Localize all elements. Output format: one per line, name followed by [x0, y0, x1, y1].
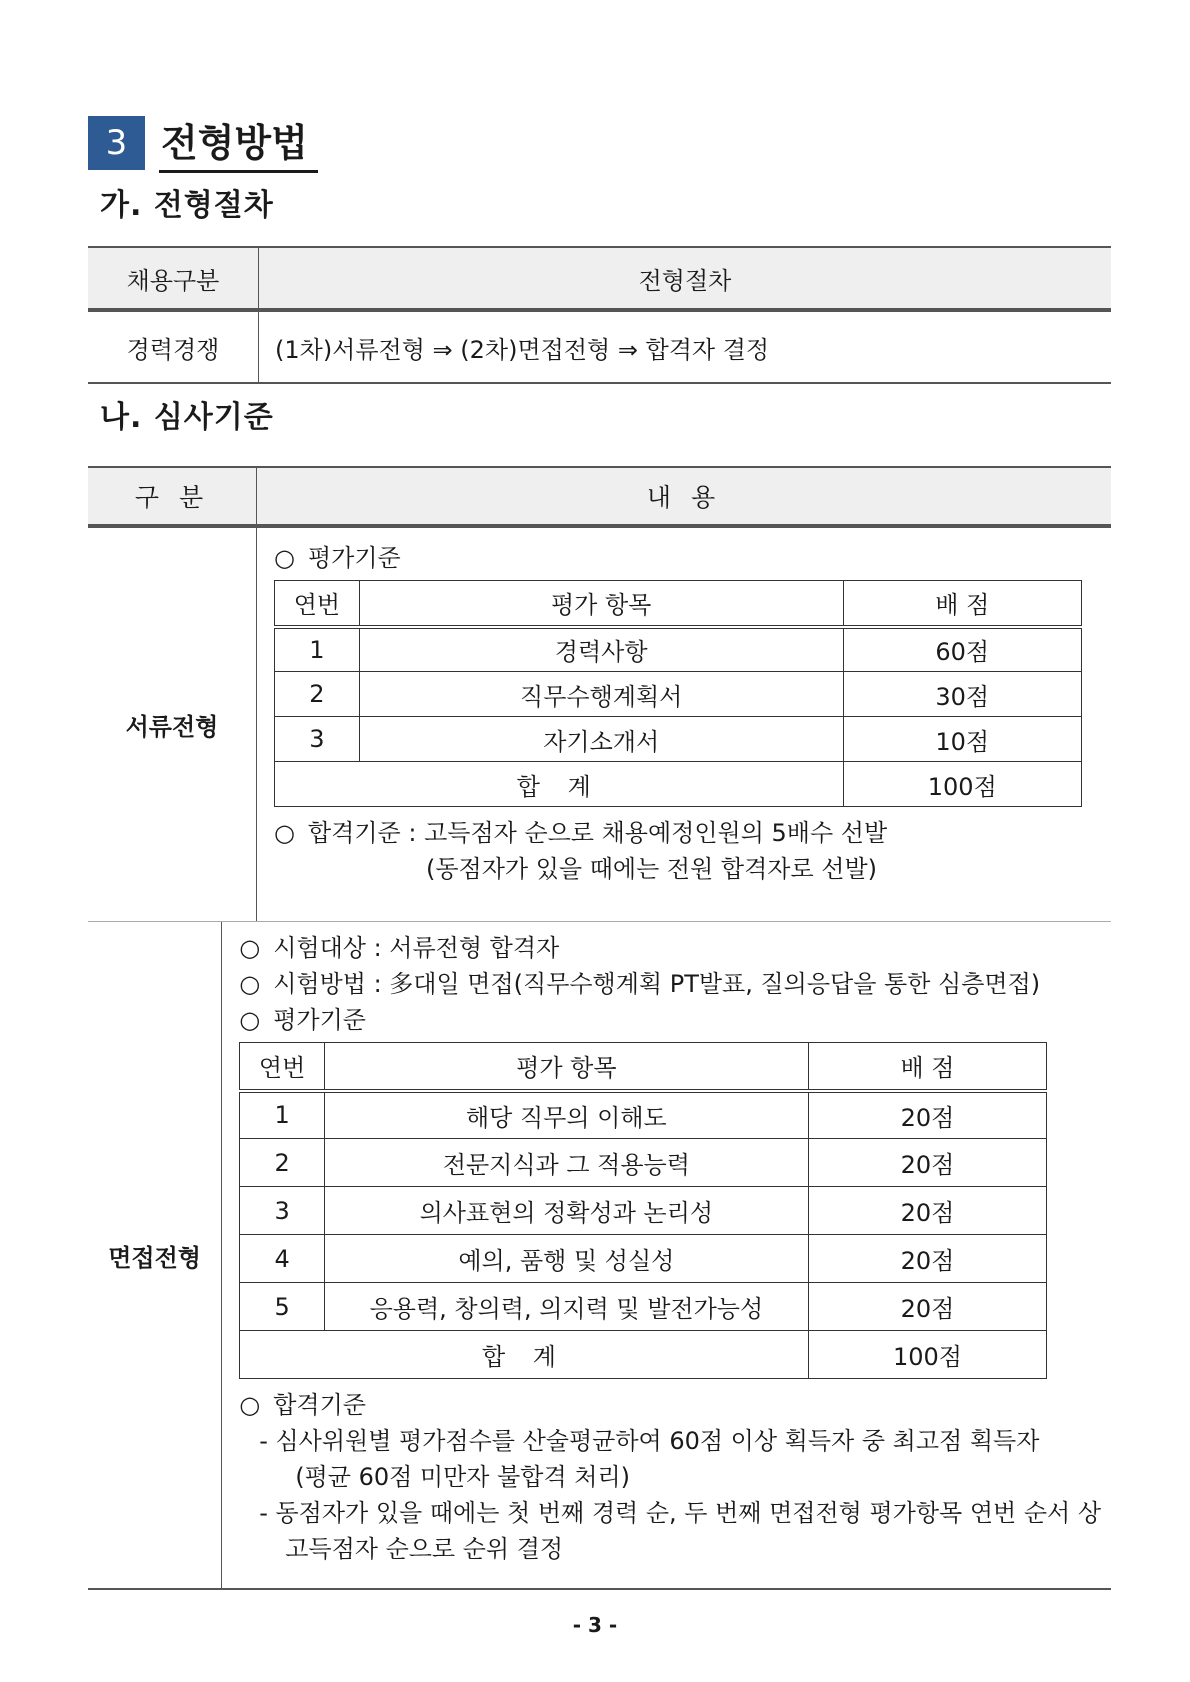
row-item: 전문지식과 그 적용능력: [325, 1139, 809, 1187]
bullet-text: 평가기준: [308, 544, 401, 572]
header-division: 구 분: [88, 468, 257, 524]
row-score: 10점: [843, 717, 1081, 762]
section-header: [88, 116, 318, 170]
row-item: 의사표현의 정확성과 논리성: [325, 1187, 809, 1235]
total-label: 합 계: [240, 1331, 809, 1379]
bullet-item: [257, 815, 1101, 851]
table-row: [240, 1139, 1047, 1187]
row-score: 20점: [808, 1091, 1046, 1139]
criteria-table-header: [88, 466, 1111, 528]
document-criteria-table: [274, 580, 1082, 807]
header-content: 내 용: [646, 483, 722, 512]
row-no: 1: [275, 627, 360, 672]
col-no: 연번: [275, 581, 360, 627]
row-score: 30점: [843, 672, 1081, 717]
row-no: 5: [240, 1283, 325, 1331]
steps-cell: (1차)서류전형 ⇒ (2차)면접전형 ⇒ 합격자 결정: [275, 335, 770, 364]
interview-criteria-table: [239, 1042, 1047, 1379]
inner-table-header: [240, 1043, 1047, 1091]
row-item: 경력사항: [359, 627, 843, 672]
interview-label: 면접전형: [88, 922, 222, 1588]
bullet-circle-icon: ○: [274, 819, 295, 847]
table-row: [240, 1283, 1047, 1331]
bullet-text: 시험방법 : 多대일 면접(직무수행계획 PT발표, 질의응답을 통한 심층면접): [273, 970, 1041, 998]
col-item: 평가 항목: [359, 581, 843, 627]
pass-criterion-2: - 동점자가 있을 때에는 첫 번째 경력 순, 두 번째 면접전형 평가항목 연번 순서 상: [259, 1499, 1101, 1527]
bullet-text: 평가기준: [273, 1006, 366, 1034]
document-screening-label: 서류전형: [88, 528, 257, 921]
bullet-item: [222, 1002, 1101, 1038]
row-no: 3: [240, 1187, 325, 1235]
criteria-table: [88, 466, 1111, 1590]
inner-table-header: [275, 581, 1082, 627]
total-row: [240, 1331, 1047, 1379]
bullet-item: [222, 1387, 1101, 1423]
procedure-table-header: [88, 246, 1111, 312]
row-item: 예의, 품행 및 성실성: [325, 1235, 809, 1283]
row-item: 응용력, 창의력, 의지력 및 발전가능성: [325, 1283, 809, 1331]
row-no: 1: [240, 1091, 325, 1139]
category-cell: 경력경쟁: [88, 312, 259, 382]
row-score: 20점: [808, 1235, 1046, 1283]
bullet-item: [222, 966, 1101, 1002]
bullet-circle-icon: ○: [239, 934, 261, 962]
row-score: 20점: [808, 1187, 1046, 1235]
bullet-text: 합격기준: [273, 1391, 366, 1419]
col-score: 배 점: [808, 1043, 1046, 1091]
table-row: [240, 1187, 1047, 1235]
col-score: 배 점: [843, 581, 1081, 627]
pass-criterion-2-cont: 고득점자 순으로 순위 결정: [285, 1535, 564, 1563]
section-title: 전형방법: [159, 116, 318, 173]
row-score: 20점: [808, 1139, 1046, 1187]
bullet-circle-icon: ○: [239, 970, 261, 998]
total-label: 합 계: [275, 762, 844, 807]
bullet-circle-icon: ○: [239, 1006, 261, 1034]
subheading-procedure: 가. 전형절차: [100, 188, 274, 223]
row-score: 60점: [843, 627, 1081, 672]
pass-criterion-1: - 심사위원별 평가점수를 산술평균하여 60점 이상 획득자 중 최고점 획득자: [259, 1427, 1040, 1455]
bullet-item: [257, 540, 1101, 576]
document-screening-block: [88, 528, 1111, 922]
table-row: [240, 1091, 1047, 1139]
pass-criterion-1-note: (평균 60점 미만자 불합격 처리): [295, 1463, 631, 1491]
procedure-table: [88, 246, 1111, 384]
total-score: 100점: [843, 762, 1081, 807]
row-no: 4: [240, 1235, 325, 1283]
pass-note: (동점자가 있을 때에는 전원 합격자로 선발): [426, 855, 877, 883]
row-item: 자기소개서: [359, 717, 843, 762]
row-no: 2: [275, 672, 360, 717]
bullet-text: 합격기준 : 고득점자 순으로 채용예정인원의 5배수 선발: [308, 819, 888, 847]
table-row: [275, 627, 1082, 672]
table-row: [240, 1235, 1047, 1283]
row-no: 3: [275, 717, 360, 762]
table-row: [275, 717, 1082, 762]
row-no: 2: [240, 1139, 325, 1187]
col-item: 평가 항목: [325, 1043, 809, 1091]
bullet-text: 시험대상 : 서류전형 합격자: [273, 934, 560, 962]
page-number: - 3 -: [572, 1613, 618, 1637]
total-row: [275, 762, 1082, 807]
row-score: 20점: [808, 1283, 1046, 1331]
row-item: 직무수행계획서: [359, 672, 843, 717]
header-category: 채용구분: [88, 248, 259, 308]
interview-block: [88, 922, 1111, 1590]
subheading-criteria: 나. 심사기준: [100, 400, 274, 435]
bullet-circle-icon: ○: [239, 1391, 261, 1419]
row-item: 해당 직무의 이해도: [325, 1091, 809, 1139]
total-score: 100점: [808, 1331, 1046, 1379]
procedure-table-row: [88, 312, 1111, 384]
col-no: 연번: [240, 1043, 325, 1091]
table-row: [275, 672, 1082, 717]
bullet-item: [222, 930, 1101, 966]
section-number-badge: 3: [88, 116, 145, 170]
bullet-circle-icon: ○: [274, 544, 295, 572]
header-procedure: 전형절차: [638, 266, 732, 295]
